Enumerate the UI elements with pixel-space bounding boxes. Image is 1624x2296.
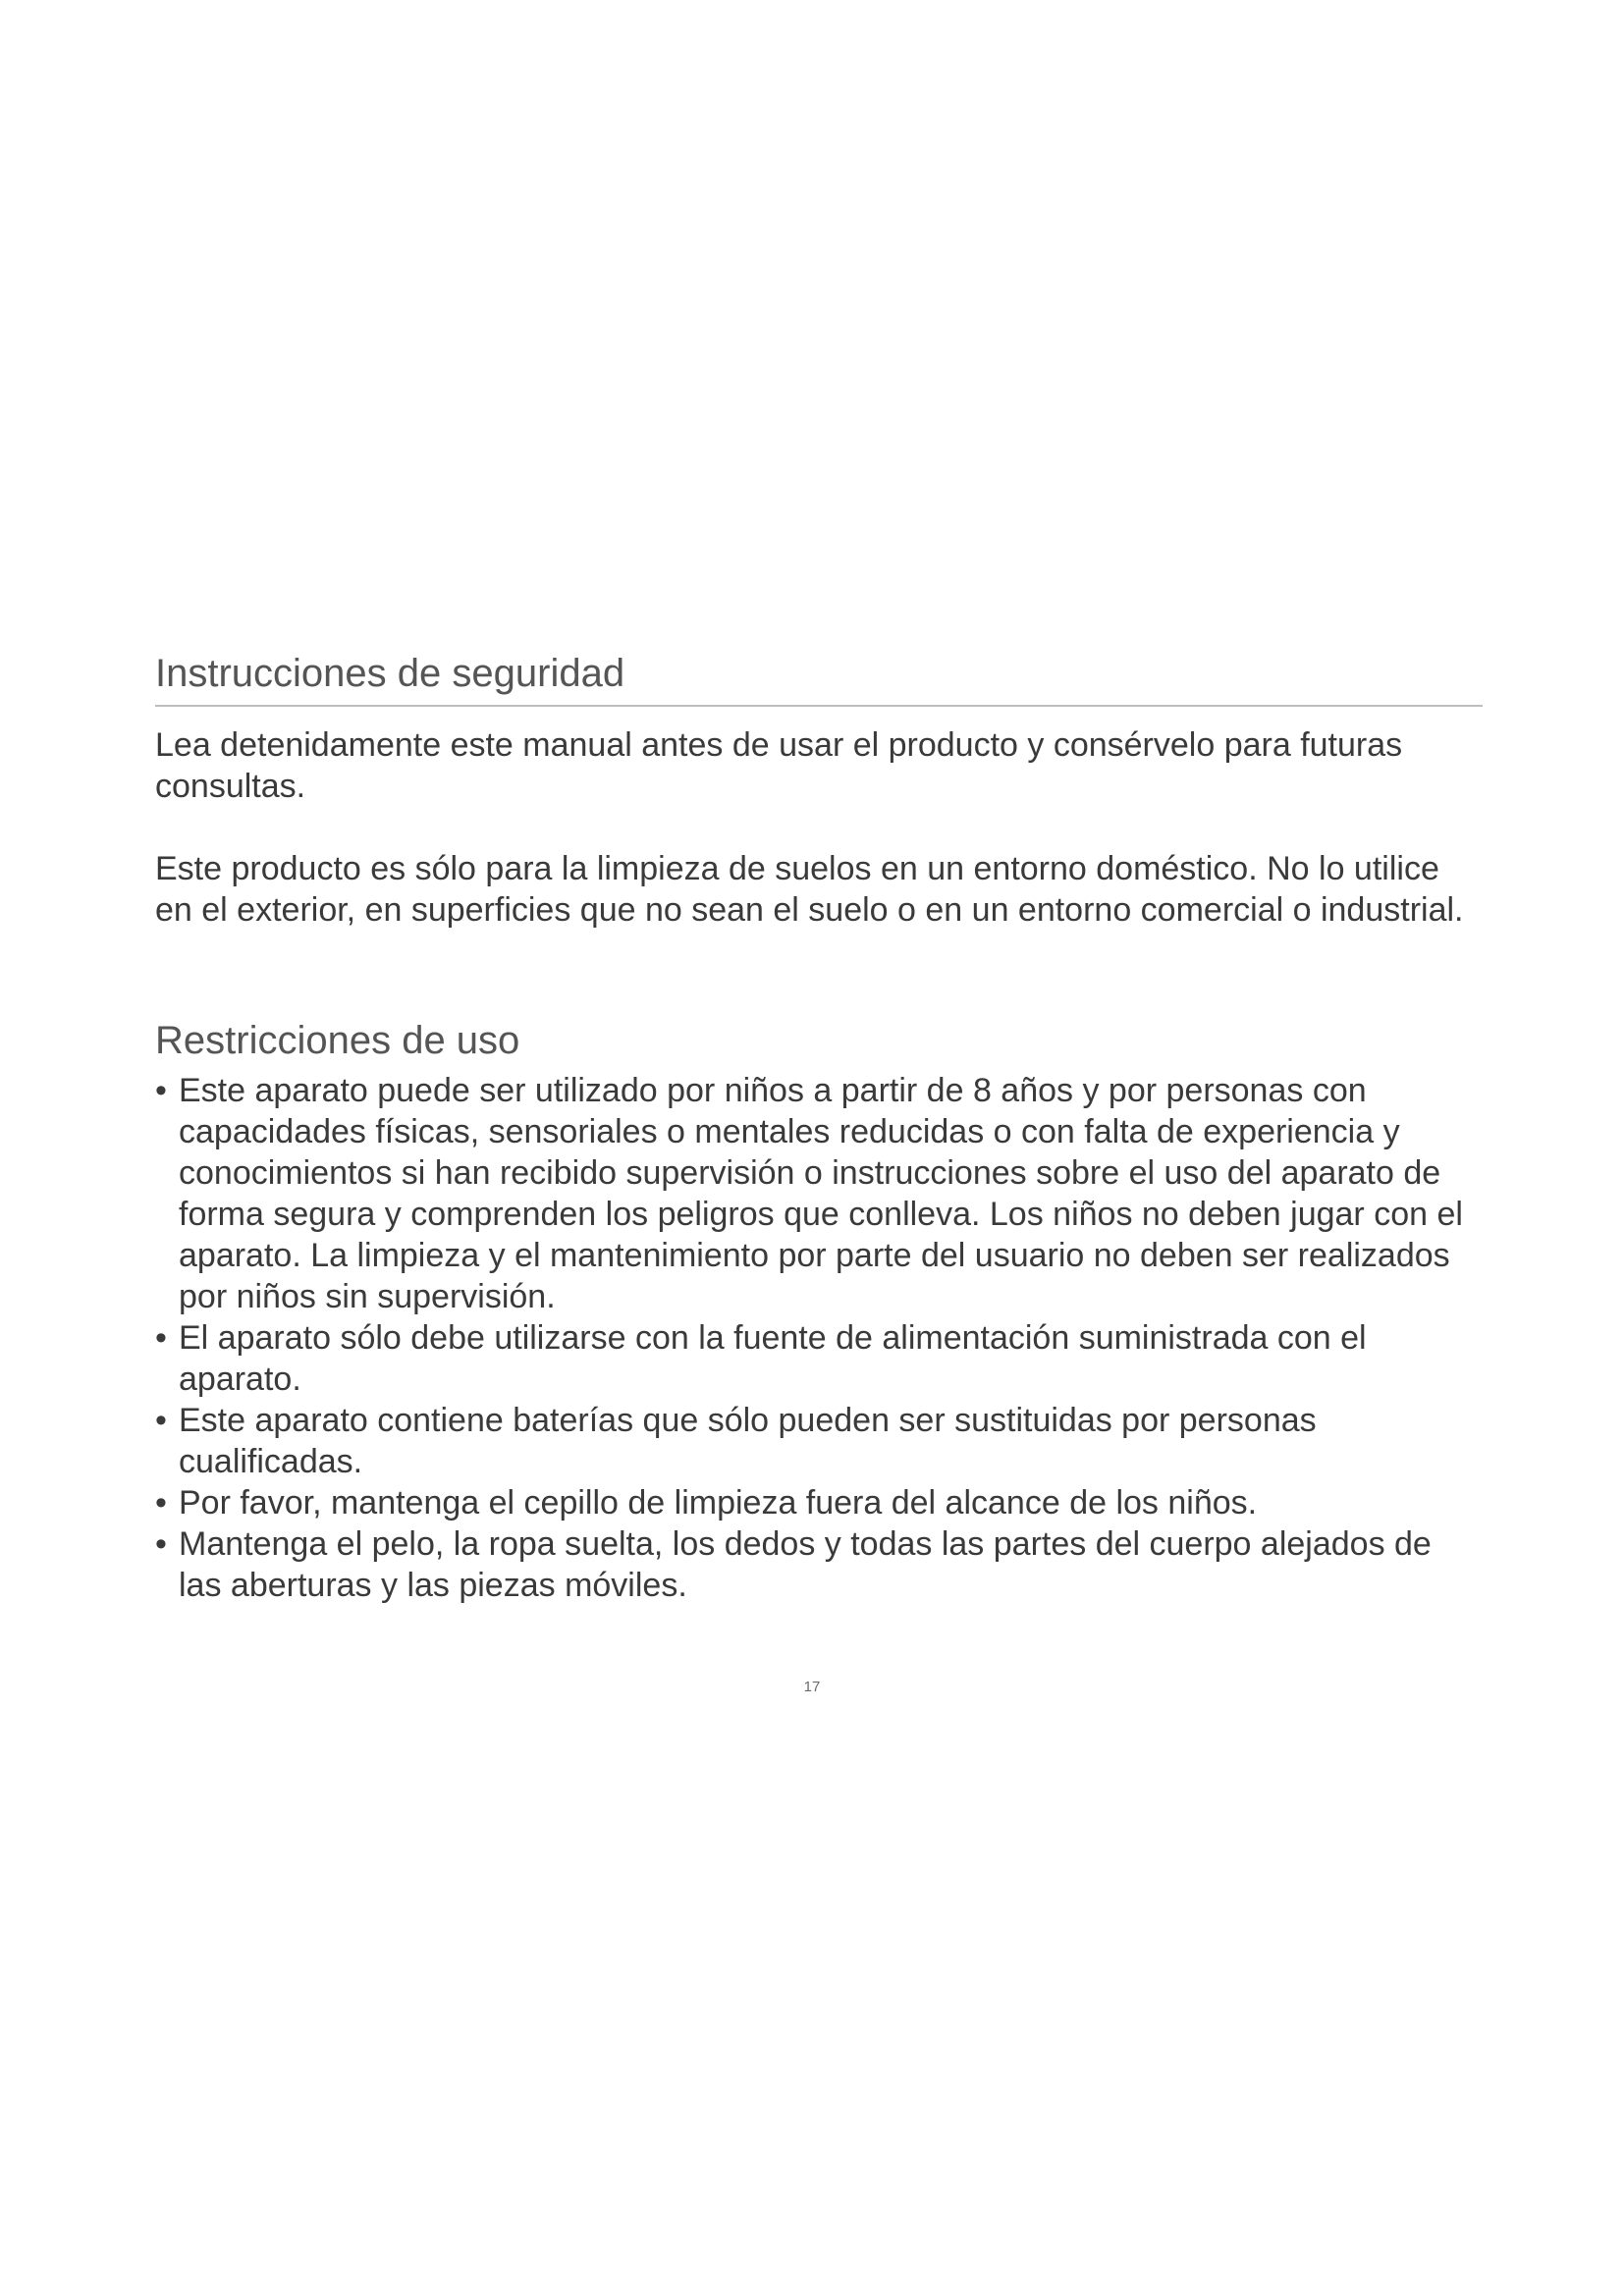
list-item-text: Este aparato contiene baterías que sólo pueden ser sustituidas por personas cualificadas. [179, 1402, 1317, 1480]
list-item [155, 1317, 1483, 1400]
list-item [155, 1070, 1483, 1317]
list-item-text: El aparato sólo debe utilizarse con la fuente de alimentación suministrada con el aparato. [179, 1319, 1367, 1398]
bullet-icon: • [155, 1484, 167, 1522]
intro-paragraph: Lea detenidamente este manual antes de usar el producto y consérvelo para futuras consultas. [155, 726, 1403, 805]
list-item [155, 1400, 1483, 1482]
bullet-icon: • [155, 1319, 167, 1357]
bullet-icon: • [155, 1072, 167, 1109]
page-number: 17 [803, 1679, 821, 1695]
usage-scope-paragraph: Este producto es sólo para la limpieza de suelos en un entorno doméstico. No lo utilice en el exterior, en superficies que no sean el suelo o en un entorno comercial o industrial. [155, 850, 1464, 929]
section-title-restrictions: Restricciones de uso [155, 1019, 520, 1062]
title-divider [155, 705, 1483, 707]
list-item [155, 1523, 1483, 1606]
document-content [155, 648, 1483, 1606]
restrictions-list [155, 1070, 1483, 1606]
usage-restrictions-section [155, 1015, 1483, 1606]
list-item-text: Mantenga el pelo, la ropa suelta, los dedos y todas las partes del cuerpo alejados de las aberturas y las piezas móviles. [179, 1525, 1432, 1604]
list-item-text: Por favor, mantenga el cepillo de limpieza fuera del alcance de los niños. [179, 1484, 1258, 1522]
list-item-text: Este aparato puede ser utilizado por niños a partir de 8 años y por personas con capacidades físicas, sensoriales o mentales reducidas o con falta de experiencia y conocimientos si han recibido supervisión o instrucciones sobre el uso del aparato de forma segura y comprenden los peligros que conlleva. Los niños no deben jugar con el aparato. La limpieza y el mantenimiento por parte del usuario no deben ser realizados por niños sin supervisión. [179, 1072, 1463, 1315]
bullet-icon: • [155, 1525, 167, 1563]
list-item [155, 1482, 1483, 1523]
section-title-safety: Instrucciones de seguridad [155, 652, 625, 695]
bullet-icon: • [155, 1402, 167, 1439]
